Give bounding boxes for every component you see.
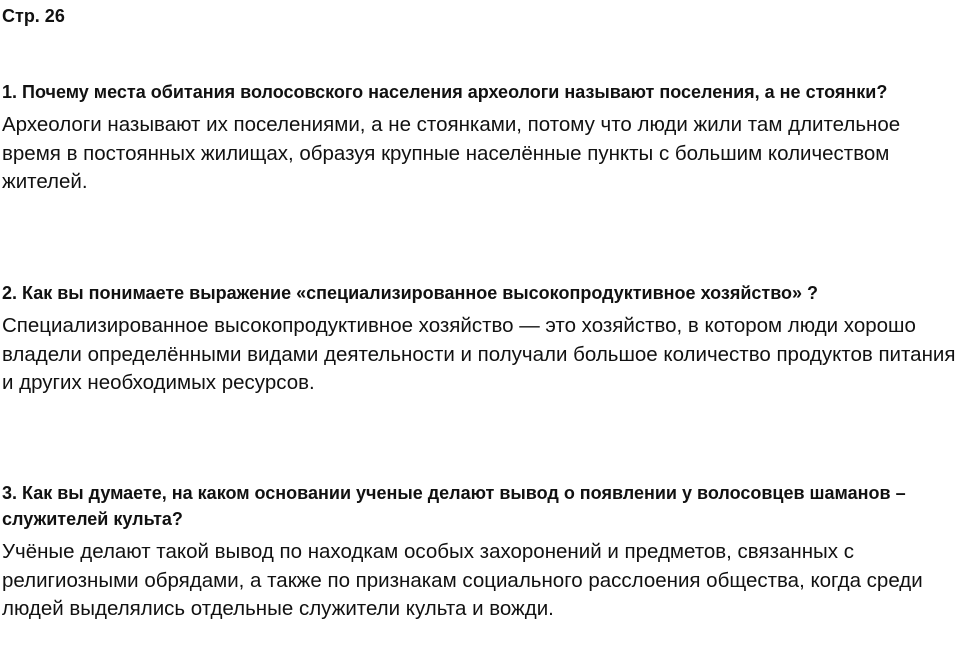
- question-block-2: [2, 280, 957, 398]
- answer-2: Специализированное высокопродуктивное хозяйство — это хозяйство, в котором люди хорошо владели определёнными видами деятельности и получали большое количество продуктов питания и других необходимых ресурсов.: [2, 314, 956, 394]
- question-block-3: [2, 480, 957, 624]
- question-2: 2. Как вы понимаете выражение «специализированное высокопродуктивное хозяйство» ?: [2, 283, 819, 303]
- answer-3: Учёные делают такой вывод по находкам особых захоронений и предметов, связанных с религиозными обрядами, а также по признакам социального расслоения общества, когда среди людей выделялись отдельные служители культа и вожди.: [2, 540, 923, 620]
- question-block-1: [2, 79, 957, 197]
- question-3: 3. Как вы думаете, на каком основании ученые делают вывод о появлении у волосовцев шаманов – служителей культа?: [2, 483, 906, 529]
- page-number-label: Стр. 26: [2, 6, 65, 26]
- answer-1: Археологи называют их поселениями, а не стоянками, потому что люди жили там длительное время в постоянных жилищах, образуя крупные населённые пункты с большим количеством жителей.: [2, 113, 901, 193]
- question-1: 1. Почему места обитания волосовского населения археологи называют поселения, а не стоянки?: [2, 82, 888, 102]
